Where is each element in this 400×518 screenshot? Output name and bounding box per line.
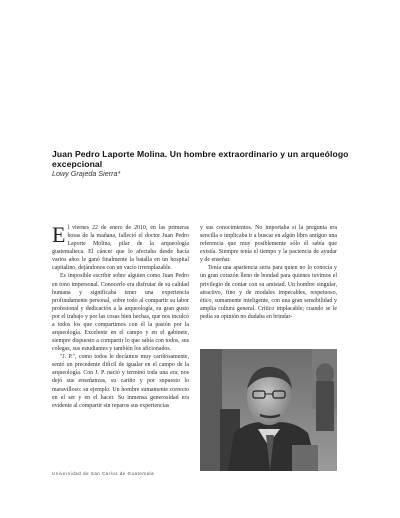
paragraph: El viernes 22 de enero de 2010, en las primeras horas de la mañana, falleció el doctor Juan Pedro Laporte Molina, pilar de la arqueología guatemalteca. El cáncer que lo afectaba desde hacía varios años le ganó finalmente la batalla en un hospital capitalino, dejándonos con un vacío irremplazable. [52,222,189,272]
paragraph: Es imposible escribir sobre alguien como Juan Pedro en tono impersonal. Conocerlo era disfrutar de su calidad humana y significaba tener una experiencia profundamente personal, sobre todo al compartir su labor profesional y dedicación a la arqueología, su gran gusto por el trabajo y por las cosas bien hechas, que nos inculcó a todos los que compartimos con él la pasión por la arqueología. Excelente en el campo y en el gabinete, siempre dispuesto a compartir lo que sabía con todos, sus colegas, sus estudiantes y también los aficionados. [52,273,189,353]
paragraph: "J. P.", como todos le decíamos muy cariñosamente, sentó un precedente difícil de igualar en el campo de la arqueología. Con J. P. nació y terminó toda una era; nos dejó sus enseñanzas, su cariño y por supuesto lo maravilloso: su ejemplo. Un hombre sumamente correcto en el ser y en el hacer. Su inmensa generosidad era evidente al compartir sin reparos sus experiencias [52,354,189,409]
paragraph: y sus conocimientos. No importaba si la pregunta era sencilla o implicaba ir a buscar en algún libro antiguo una referencia que muy posiblemente sólo él sabía que existía. Siempre tenía el tiempo y la paciencia de ayudar y de enseñar. [200,225,337,264]
portrait-photo-drawing [200,349,337,471]
column-right-top [200,224,337,321]
article-author: Lowy Grajeda Sierra* [52,169,121,178]
paragraph: Tenía una apariencia seria para quien no lo conocía y un gran corazón lleno de bondad para quienes tuvimos el privilegio de contar con su amistad. Un hombre singular, atractivo, fino y de modales impecables, respetuoso, ético, sumamente inteligente, con una gran sensibilidad y amplia cultura general. Crítico implacable; cuando se le pedía su opinión no dudaba en brindar- [200,265,337,320]
drop-cap: E [52,222,66,247]
portrait-photo [200,349,337,471]
page-footer: Universidad de San Carlos de Guatemala [52,471,155,476]
column-left [52,224,189,410]
article-title: Juan Pedro Laporte Molina. Un hombre extraordinario y un arqueólogo excepcional [52,149,349,169]
